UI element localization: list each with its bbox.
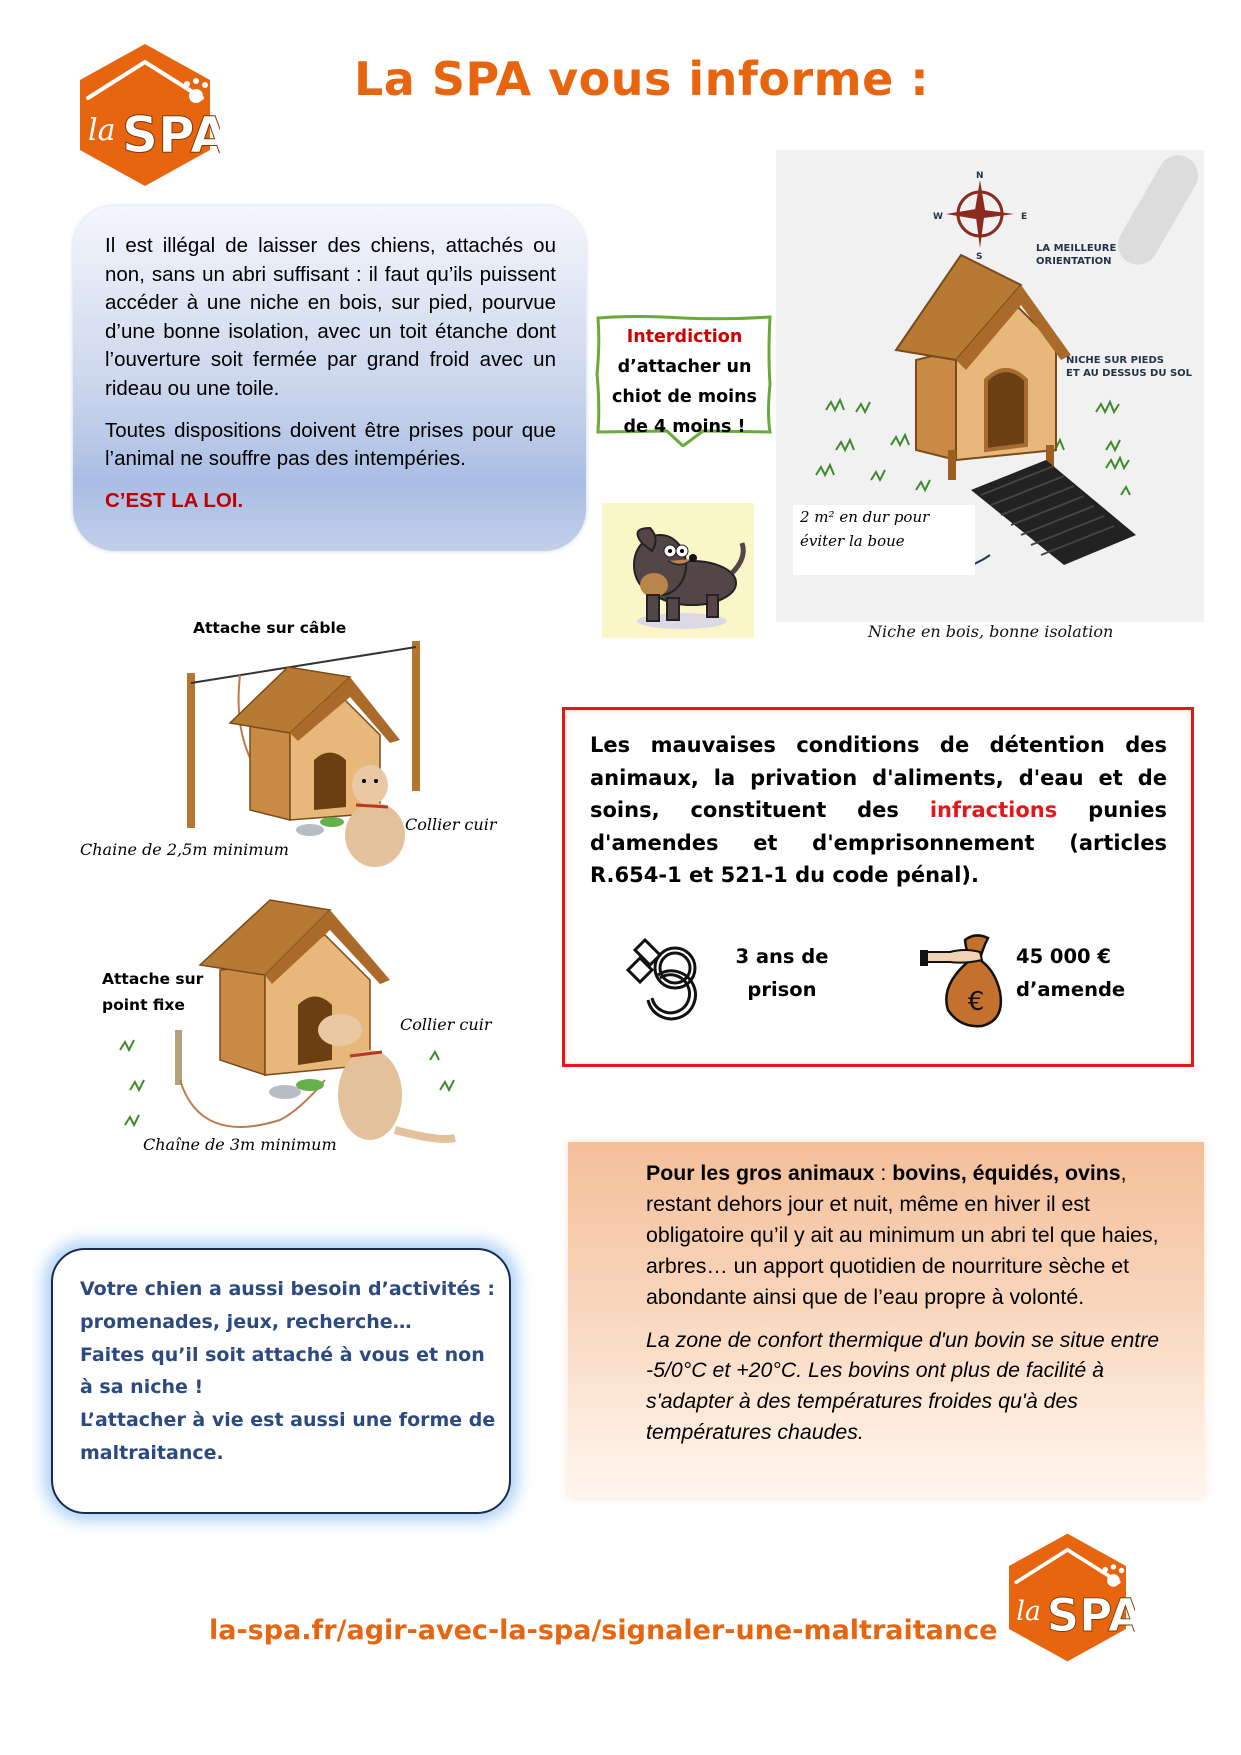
svg-text:la: la <box>1016 1596 1041 1627</box>
svg-text:SPA: SPA <box>122 106 220 164</box>
chain-label: Chaine de 2,5m minimum <box>80 840 289 859</box>
collar-label: Collier cuir <box>400 1015 492 1034</box>
ground-note: 2 m² en dur pour éviter la boue <box>793 505 975 575</box>
report-abuse-link[interactable]: la-spa.fr/agir-avec-la-spa/signaler-une-maltraitance <box>209 1615 998 1646</box>
svg-text:la: la <box>88 113 116 148</box>
chain-label: Chaîne de 3m minimum <box>143 1135 337 1154</box>
fine-penalty: 45 000 € d’amende <box>1016 945 1126 1001</box>
handcuffs-icon <box>620 930 700 1025</box>
intro-paragraph-1: Il est illégal de laisser des chiens, attachés ou non, sans un abri suffisant : il faut qu’ils puissent accéder à une niche en bois, sur pied, pourvue d’une bonne isolation, avec un toit étanche dont l’ouverture soit fermée par grand froid avec un rideau ou une toile. <box>105 234 556 400</box>
spa-logo-footer <box>1000 1525 1135 1670</box>
callout-line: d’attacher un <box>617 357 752 377</box>
intro-paragraph-2: Toutes dispositions doivent être prises pour que l’animal ne souffre pas des intempéries. <box>105 418 556 471</box>
infractions-highlight: infractions <box>929 798 1058 822</box>
cable-scene-title: Attache sur câble <box>193 619 347 637</box>
svg-text:N: N <box>976 171 984 181</box>
callout-line: chiot de moins <box>612 387 757 407</box>
money-bag-icon <box>920 930 1010 1030</box>
law-statement: C’EST LA LOI. <box>105 488 244 512</box>
spa-logo <box>70 40 220 190</box>
svg-text:E: E <box>1021 212 1028 222</box>
svg-text:S: S <box>976 252 983 262</box>
svg-text:€: € <box>967 987 985 1017</box>
svg-text:W: W <box>933 212 943 222</box>
callout-highlight: Interdiction <box>626 327 743 347</box>
svg-text:SPA: SPA <box>1046 1588 1135 1642</box>
page-title: La SPA vous informe : <box>354 52 930 106</box>
fixed-tether-illustration <box>100 880 520 1160</box>
dog-activity-text: Votre chien a aussi besoin d’activités : promenades, jeux, recherche… Faites qu’il soit attaché à vous et non à sa niche ! L’attacher à vie est aussi une forme de maltraitance. <box>80 1278 496 1464</box>
prison-penalty: 3 ans de prison <box>735 945 829 1001</box>
penalties-text: Les mauvaises conditions de détention des animaux, la privation d'aliments, d'eau et de soins, constituent des infractions punies d'amendes et d'emprisonnement (articles R.654-1 et 521-1 du code pénal). <box>590 733 1168 887</box>
orientation-label: LA MEILLEURE ORIENTATION <box>1036 243 1117 267</box>
fixed-scene-title: Attache sur point fixe <box>102 970 204 1014</box>
thermal-comfort-note: La zone de confort thermique d'un bovin se situe entre -5/0°C et +20°C. Les bovins ont plus de facilité à s'adapter à des températures froides qu'à des températures chaudes. <box>646 1327 1160 1445</box>
large-animals-text: Pour les gros animaux : bovins, équidés, ovins, restant dehors jour et nuit, même en hiver il est obligatoire qu’il y ait au minimum un abri tel que haies, arbres… un apport quotidien de nourriture sèche et abondante ainsi que de l’eau propre à volonté. La zone de confort thermique d'un bovin se situe entre -5/0°C et +20°C. Les bovins ont plus de facilité à s'adapter à des températures froides qu'à des températures chaudes. <box>646 1158 1186 1460</box>
callout-line: de 4 moins ! <box>623 417 746 437</box>
compass-icon <box>933 171 1027 262</box>
puppy-restriction-callout <box>597 322 772 442</box>
cable-tether-illustration <box>80 615 520 870</box>
collar-label: Collier cuir <box>405 815 497 834</box>
stilts-label: NICHE SUR PIEDS ET AU DESSUS DU SOL <box>1066 355 1193 379</box>
kennel-caption: Niche en bois, bonne isolation <box>868 622 1114 641</box>
puppy-illustration <box>602 503 754 638</box>
intro-text <box>105 232 556 528</box>
